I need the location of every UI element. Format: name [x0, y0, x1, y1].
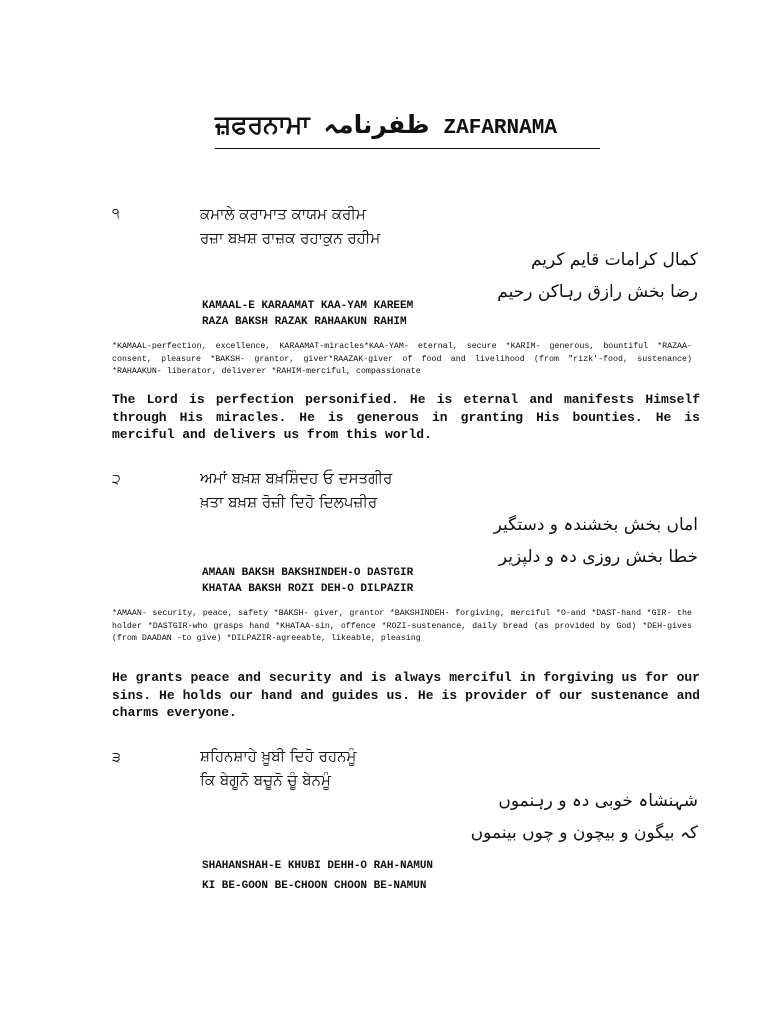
transliteration-line: RAZA BAKSH RAZAK RAHAAKUN RAHIM [202, 316, 407, 328]
transliteration [202, 298, 413, 330]
title-gurmukhi: ਜ਼ਫਰਨਾਮਾ [215, 110, 310, 139]
urdu-text [398, 785, 698, 849]
urdu-text [398, 509, 698, 573]
gurmukhi-line: ਕਿ ਬੇਗੂਨੋ ਬਚੂਨੋ ਚੂੰ ਬੇਨਮੂੰ [200, 771, 331, 789]
gurmukhi-line: ਰਜ਼ਾ ਬਖ਼ਸ਼ ਰਾਜ਼ਕ ਰਹਾਕੁਨ ਰਹੀਮ [200, 229, 381, 247]
verse-number: ੧ [112, 206, 120, 222]
meaning: He grants peace and security and is always merciful in forgiving us for our sins. He holds our hand and guides us. He is provider of our sustenance and charms everyone. [112, 670, 700, 720]
glossary: *AMAAN- security, peace, safety *BAKSH- giver, grantor *BAKSHINDEH- forgiving, merciful *O-and *DAST-hand *GIR- the holder *DASTGIR-who grasps hand *KHATAA-sin, offence *ROZI-sustenance, daily bread (as provided by God) *DEH-gives (from DAADAN -to give) *DILPAZIR-agreeable, likeable, pleasing [112, 609, 692, 643]
gurmukhi-text [200, 466, 392, 514]
transliteration [202, 856, 433, 896]
gurmukhi-line: ਅਮਾਂ ਬਖ਼ਸ਼ ਬਖ਼ਸ਼ਿੰਦਹ ਓ ਦਸਤਗੀਰ [200, 469, 393, 487]
transliteration-line: SHAHANSHAH-E KHUBI DEHH-O RAH-NAMUN [202, 860, 434, 872]
meaning: The Lord is perfection personified. He is eternal and manifests Himself through His miracles. He is generous in granting His bounties. He is merciful and delivers us from this world. [112, 392, 700, 442]
gurmukhi-line: ਕਮਾਲੇ ਕਰਾਮਾਤ ਕਾਯਮ ਕਰੀਮ [200, 205, 366, 223]
urdu-text [398, 244, 698, 308]
transliteration-line: AMAAN BAKSH BAKSHINDEH-O DASTGIR [202, 567, 414, 579]
urdu-line: اماں بخش بخشندہ و دستگیر [493, 515, 698, 535]
transliteration [202, 565, 413, 597]
transliteration-line: KI BE-GOON BE-CHOON CHOON BE-NAMUN [202, 880, 427, 892]
gurmukhi-text [200, 202, 380, 250]
glossary: *KAMAAL-perfection, excellence, KARAAMAT-miracles*KAA-YAM- eternal, secure *KARIM- generous, bountiful *RAZAA-consent, pleasure *BAKSH- grantor, giver*RAAZAK-giver of food and livelihood (from "rizk'-food, sustenance) *RAHAAKUN- liberator, deliverer *RAHIM-merciful, compassionate [112, 342, 692, 376]
title-urdu: ظفرنامہ [323, 110, 430, 139]
urdu-line: شہنشاہ خوبی دہ و رہنموں [498, 791, 698, 811]
urdu-line: خطا بخش روزی دہ و دلپزیر [498, 547, 698, 567]
verse-number: ੨ [112, 472, 121, 488]
urdu-line: کہ بیگون و بیچون و چوں بینموں [470, 823, 698, 843]
gurmukhi-text [200, 744, 356, 792]
page-title [215, 106, 600, 149]
title-english: ZAFARNAMA [443, 117, 557, 140]
gurmukhi-line: ਖ਼ਤਾ ਬਖ਼ਸ਼ ਰੋਜ਼ੀ ਦਿਹੋ ਦਿਲਪਜ਼ੀਰ [200, 493, 378, 511]
verse-number: ੩ [112, 750, 121, 766]
urdu-line: کمال کرامات قایم کریم [530, 250, 698, 270]
transliteration-line: KHATAA BAKSH ROZI DEH-O DILPAZIR [202, 583, 414, 595]
urdu-line: رضا بخش رازق رہاکن رحیم [497, 282, 698, 302]
transliteration-line: KAMAAL-E KARAAMAT KAA-YAM KAREEM [202, 300, 414, 312]
gurmukhi-line: ਸ਼ਹਿਨਸ਼ਾਹੇ ਖ਼ੂਬੀ ਦਿਹੋ ਰਹਨਮੂੰ [200, 747, 357, 765]
